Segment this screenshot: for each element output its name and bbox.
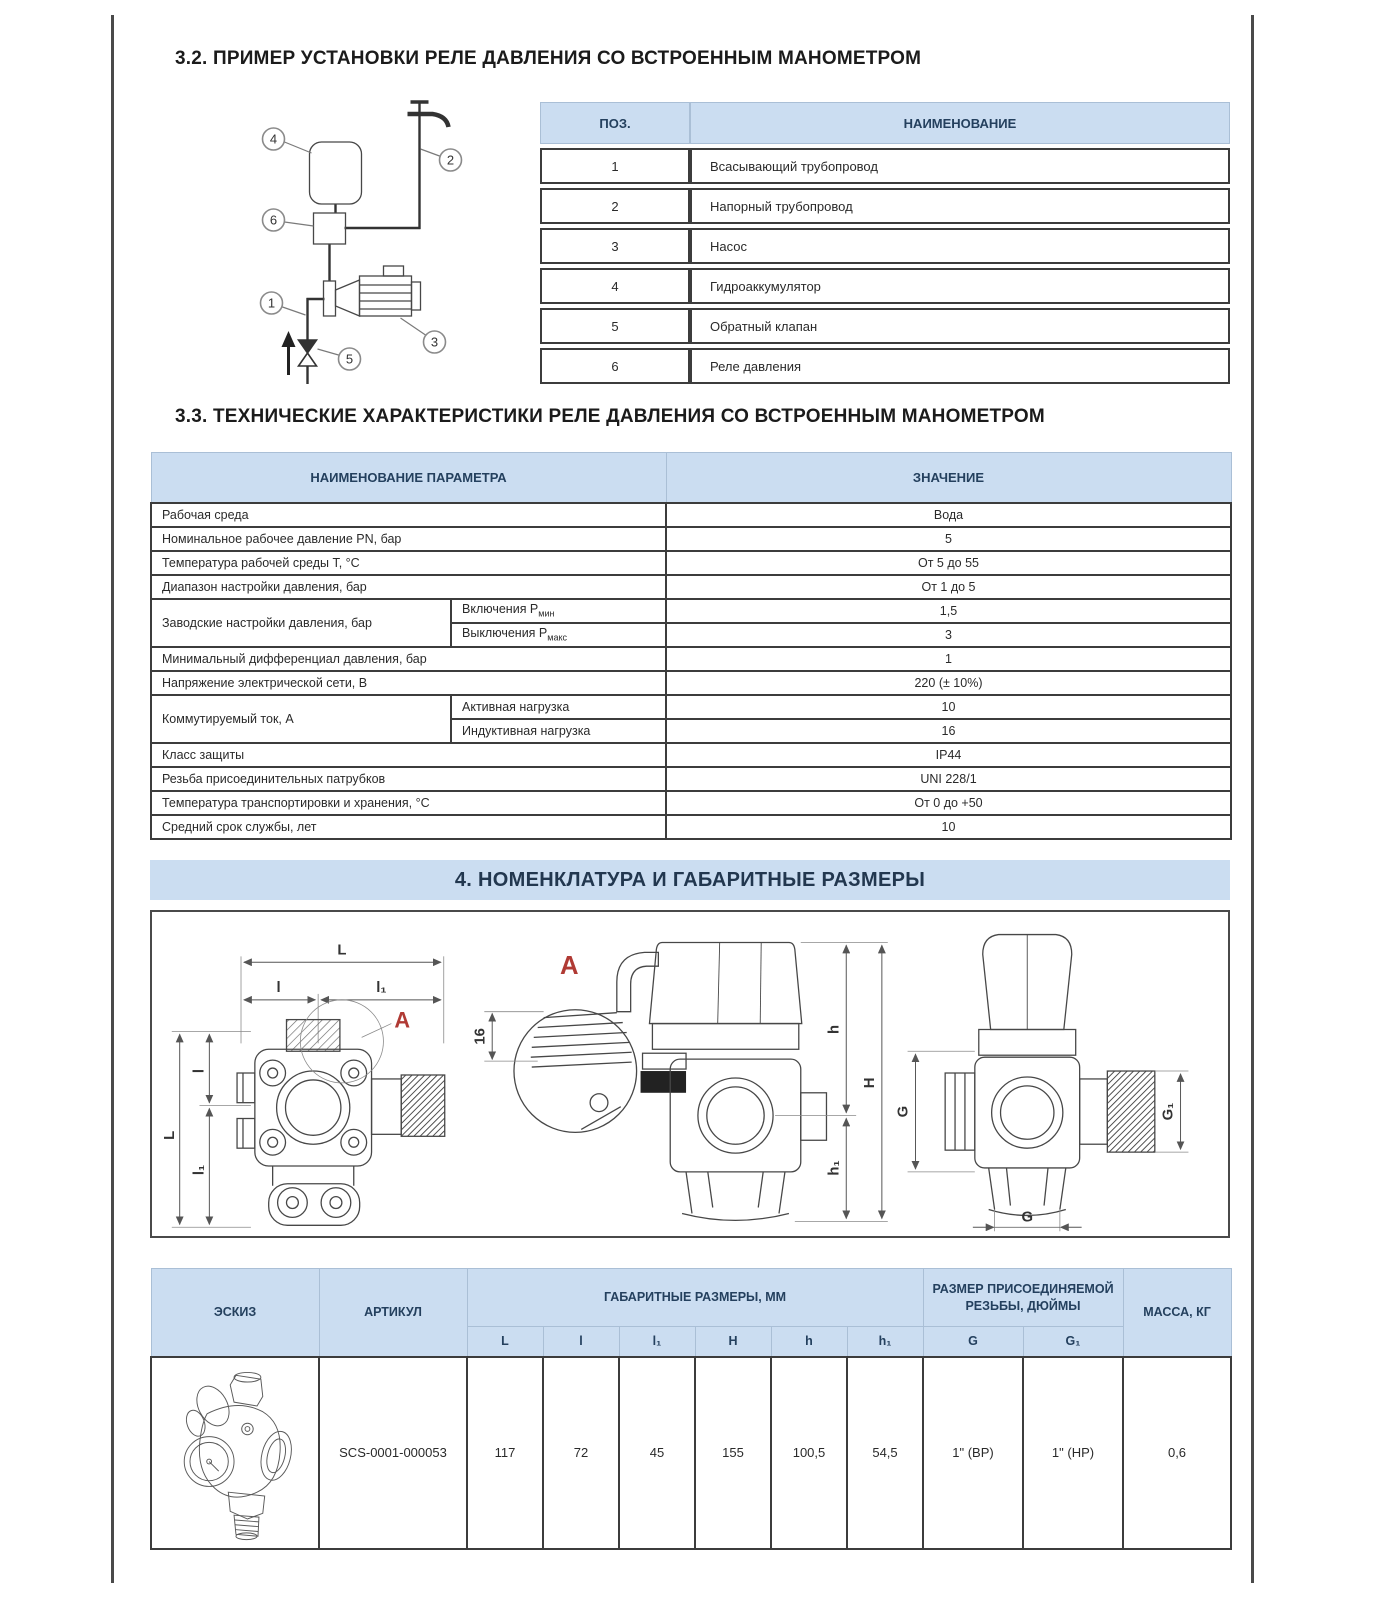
value-cell: От 0 до +50: [666, 791, 1231, 815]
subparam-cell: [451, 623, 666, 647]
callout-6: 6: [269, 212, 278, 228]
front-view: [162, 942, 445, 1227]
col-header-dimensions: ГАБАРИТНЫЕ РАЗМЕРЫ, ММ: [467, 1269, 923, 1327]
table-row: [151, 743, 1231, 767]
param-cell: Средний срок службы, лет: [151, 815, 666, 839]
dim-l-left: l: [191, 1068, 208, 1074]
param-cell: Напряжение электрической сети, В: [151, 671, 666, 695]
value-cell: 10: [666, 695, 1231, 719]
col-header-dim-h: h: [771, 1327, 847, 1357]
col-header-article: АРТИКУЛ: [319, 1269, 467, 1357]
name-cell: Насос: [690, 228, 1230, 264]
table-row: [151, 551, 1231, 575]
thread-depth-dim: 16: [472, 1028, 489, 1045]
name-cell: Всасывающий трубопровод: [690, 148, 1230, 184]
param-cell: Резьба присоединительных патрубков: [151, 767, 666, 791]
table-row: [151, 791, 1231, 815]
name-cell: Напорный трубопровод: [690, 188, 1230, 224]
side-view: [617, 942, 888, 1221]
dim-l1-left: l₁: [191, 1164, 208, 1176]
pos-cell: 3: [540, 228, 690, 264]
value-cell: 220 (± 10%): [666, 671, 1231, 695]
dim-H: H: [861, 1077, 878, 1089]
col-header-param: НАИМЕНОВАНИЕ ПАРАМЕТРА: [151, 453, 666, 503]
section-3-3-heading: 3.3. ТЕХНИЧЕСКИЕ ХАРАКТЕРИСТИКИ РЕЛЕ ДАВЛЕНИЯ СО ВСТРОЕННЫМ МАНОМЕТРОМ: [175, 406, 1045, 427]
thread-G-cell: 1" (ВР): [923, 1357, 1023, 1549]
table-row: [540, 268, 1230, 304]
pressure-switch-shape: [314, 213, 346, 244]
col-header-dim-l1: l₁: [619, 1327, 695, 1357]
value-cell: IP44: [666, 743, 1231, 767]
subparam-cell: Индуктивная нагрузка: [451, 719, 666, 743]
col-header-name: НАИМЕНОВАНИЕ: [690, 102, 1230, 144]
pos-cell: 5: [540, 308, 690, 344]
col-header-sketch: ЭСКИЗ: [151, 1269, 319, 1357]
col-header-pos: ПОЗ.: [540, 102, 690, 144]
table-row: [540, 228, 1230, 264]
param-cell: Класс защиты: [151, 743, 666, 767]
col-header-thread-G1: G₁: [1023, 1327, 1123, 1357]
col-header-value: ЗНАЧЕНИЕ: [666, 453, 1231, 503]
thread-G1-cell: 1" (НР): [1023, 1357, 1123, 1549]
table-row: [151, 1357, 1231, 1549]
param-cell: Минимальный дифференциал давления, бар: [151, 647, 666, 671]
value-cell: 3: [666, 623, 1231, 647]
pos-cell: 4: [540, 268, 690, 304]
rear-view: [896, 935, 1189, 1232]
callout-4: 4: [269, 131, 278, 147]
dim-G1-right: G₁: [1160, 1102, 1177, 1121]
col-header-mass: МАССА, КГ: [1123, 1269, 1231, 1357]
subparam-main: Выключения Р: [462, 626, 548, 641]
pipe-lines: [307, 116, 421, 384]
table-row: [540, 348, 1230, 384]
detail-a-view: [472, 952, 636, 1132]
value-cell: 10: [666, 815, 1231, 839]
callout-1: 1: [267, 295, 276, 311]
positions-table: [540, 98, 1230, 388]
dim-L-cell: 117: [467, 1357, 543, 1549]
value-cell: 1,5: [666, 599, 1231, 623]
callout-2: 2: [446, 152, 455, 168]
dim-L-left: L: [161, 1130, 178, 1140]
detail-a-title: A: [560, 952, 579, 981]
param-cell: Температура транспортировки и хранения, °С: [151, 791, 666, 815]
sketch-cell: [151, 1357, 319, 1549]
value-cell: Вода: [666, 503, 1231, 527]
col-header-dim-L: L: [467, 1327, 543, 1357]
dim-l1-cell: 45: [619, 1357, 695, 1549]
mass-cell: 0,6: [1123, 1357, 1231, 1549]
dim-h: h: [826, 1024, 843, 1035]
nomenclature-table: [150, 1268, 1232, 1550]
table-row: [151, 695, 1231, 719]
table-row: [151, 815, 1231, 839]
table-row: [151, 503, 1231, 527]
param-group-cell: Заводские настройки давления, бар: [151, 599, 451, 647]
subparam-subscript: мин: [538, 608, 555, 619]
dim-l1-top: l₁: [376, 979, 387, 996]
dimension-drawing-panel: [150, 910, 1230, 1238]
callout-3: 3: [430, 334, 439, 350]
section-4-heading: 4. НОМЕНКЛАТУРА И ГАБАРИТНЫЕ РАЗМЕРЫ: [150, 860, 1230, 900]
param-cell: Рабочая среда: [151, 503, 666, 527]
table-header-row: [151, 453, 1231, 503]
col-header-dim-h1: h₁: [847, 1327, 923, 1357]
subparam-cell: [451, 599, 666, 623]
value-cell: 16: [666, 719, 1231, 743]
table-row: [540, 148, 1230, 184]
param-group-cell: Коммутируемый ток, А: [151, 695, 451, 743]
dim-h1: h₁: [826, 1160, 843, 1176]
value-cell: От 1 до 5: [666, 575, 1231, 599]
callout-5: 5: [345, 351, 354, 367]
table-header-row: [151, 1269, 1231, 1327]
pos-cell: 6: [540, 348, 690, 384]
table-row: [151, 575, 1231, 599]
installation-diagram: [185, 92, 520, 392]
dim-L-top: L: [337, 942, 347, 959]
name-cell: Обратный клапан: [690, 308, 1230, 344]
name-cell: Гидроаккумулятор: [690, 268, 1230, 304]
detail-a-pointer-label: A: [394, 1007, 411, 1033]
param-cell: Диапазон настройки давления, бар: [151, 575, 666, 599]
subparam-cell: Активная нагрузка: [451, 695, 666, 719]
table-row: [540, 308, 1230, 344]
subparam-subscript: макс: [547, 632, 567, 643]
dim-l-top: l: [276, 979, 281, 996]
dim-G-bottom: G: [1021, 1209, 1034, 1226]
dim-G-left: G: [895, 1105, 912, 1118]
param-cell: Номинальное рабочее давление PN, бар: [151, 527, 666, 551]
table-row: [151, 671, 1231, 695]
pump-shape: [336, 266, 421, 316]
junction-fitting-shape: [324, 281, 336, 316]
value-cell: 1: [666, 647, 1231, 671]
col-header-dim-l: l: [543, 1327, 619, 1357]
dim-l-cell: 72: [543, 1357, 619, 1549]
table-row: [151, 527, 1231, 551]
accumulator-tank-shape: [310, 142, 362, 204]
col-header-thread-G: G: [923, 1327, 1023, 1357]
flow-arrow-icon: [282, 331, 296, 375]
check-valve-shape: [299, 340, 317, 366]
characteristics-table: [150, 452, 1232, 840]
tap-icon: [408, 102, 449, 127]
col-header-dim-H: H: [695, 1327, 771, 1357]
subparam-main: Включения Р: [462, 602, 539, 617]
pos-cell: 1: [540, 148, 690, 184]
pos-cell: 2: [540, 188, 690, 224]
table-row: [151, 599, 1231, 623]
dimension-drawing: [152, 912, 1228, 1236]
value-cell: От 5 до 55: [666, 551, 1231, 575]
dim-H-cell: 155: [695, 1357, 771, 1549]
name-cell: Реле давления: [690, 348, 1230, 384]
value-cell: 5: [666, 527, 1231, 551]
value-cell: UNI 228/1: [666, 767, 1231, 791]
table-header-row: [540, 102, 1230, 144]
dim-h-cell: 100,5: [771, 1357, 847, 1549]
param-cell: Температура рабочей среды Т, °С: [151, 551, 666, 575]
table-row: [540, 188, 1230, 224]
table-row: [151, 767, 1231, 791]
product-sketch: [160, 1360, 310, 1542]
page-left-rule: [111, 15, 114, 1583]
col-header-thread-size: РАЗМЕР ПРИСОЕДИНЯЕМОЙ РЕЗЬБЫ, ДЮЙМЫ: [923, 1269, 1123, 1327]
section-3-2-heading: 3.2. ПРИМЕР УСТАНОВКИ РЕЛЕ ДАВЛЕНИЯ СО ВСТРОЕННЫМ МАНОМЕТРОМ: [175, 48, 922, 69]
page-right-rule: [1251, 15, 1254, 1583]
dim-h1-cell: 54,5: [847, 1357, 923, 1549]
article-cell: SCS-0001-000053: [319, 1357, 467, 1549]
table-row: [151, 647, 1231, 671]
